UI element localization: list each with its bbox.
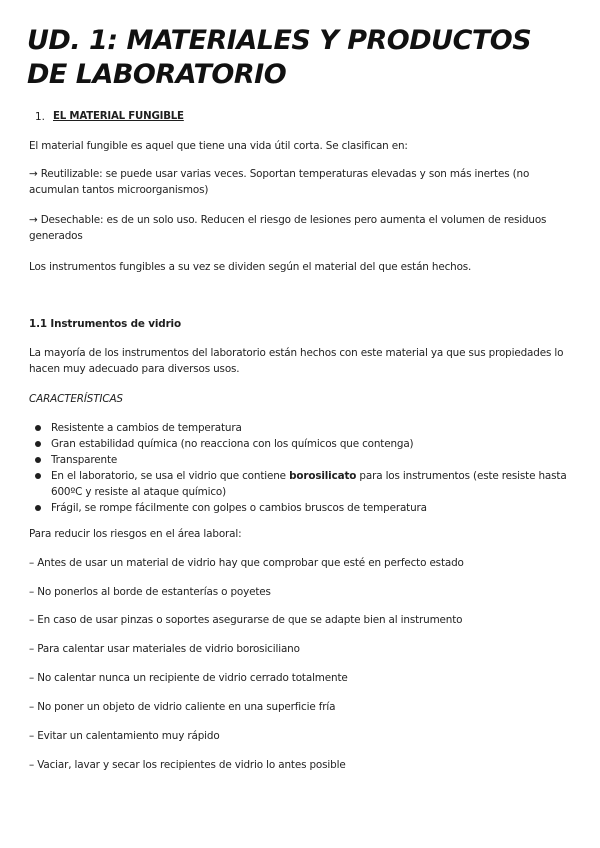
- bullet-item: Gran estabilidad química (no reacciona con los químicos que contenga): [51, 438, 414, 450]
- riesgo-item: – No ponerlos al borde de estanterías o poyetes: [29, 586, 271, 598]
- riesgos-intro: Para reducir los riesgos en el área laboral:: [29, 528, 242, 540]
- divide-paragraph: Los instrumentos fungibles a su vez se dividen según el material del que están hechos.: [29, 261, 472, 273]
- riesgo-item: – Evitar un calentamiento muy rápido: [29, 730, 220, 742]
- vidrio-paragraph: La mayoría de los instrumentos del laboratorio están hechos con este material ya que sus propiedades lo hacen muy adecuado para diversos usos.: [29, 347, 564, 375]
- bullet-dot: [35, 473, 41, 479]
- bullet-item: Frágil, se rompe fácilmente con golpes o cambios bruscos de temperatura: [51, 502, 427, 514]
- intro-paragraph: El material fungible es aquel que tiene una vida útil corta. Se clasifican en:: [29, 140, 408, 152]
- riesgo-item: – En caso de usar pinzas o soportes asegurarse de que se adapte bien al instrumento: [29, 614, 463, 626]
- subsection-heading: 1.1 Instrumentos de vidrio: [29, 318, 181, 330]
- riesgo-item: – Para calentar usar materiales de vidrio borosiciliano: [29, 643, 300, 655]
- bullet-dot: [35, 457, 41, 463]
- bullet-dot: [35, 425, 41, 431]
- riesgo-item: – No calentar nunca un recipiente de vidrio cerrado totalmente: [29, 672, 348, 684]
- bullet-item: [51, 468, 571, 500]
- riesgo-item: – Vaciar, lavar y secar los recipientes de vidrio lo antes posible: [29, 759, 346, 771]
- riesgo-item: – Antes de usar un material de vidrio hay que comprobar que esté en perfecto estado: [29, 557, 464, 569]
- bullet-dot: [35, 505, 41, 511]
- reutilizable-paragraph: → Reutilizable: se puede usar varias veces. Soportan temperaturas elevadas y son más inertes (no acumulan tantos microorganismos): [29, 168, 530, 196]
- section-number: 1.: [35, 111, 45, 123]
- caracteristicas-label: CARACTERÍSTICAS: [29, 393, 123, 405]
- bullet-dot: [35, 441, 41, 447]
- bullet-text: para los instrumentos (este resiste hasta 600ºC y resiste al ataque químico): [51, 470, 567, 498]
- bullet-item: Transparente: [51, 454, 118, 466]
- bullet-item: Resistente a cambios de temperatura: [51, 422, 242, 434]
- borosilicato-term: borosilicato: [289, 470, 357, 482]
- desechable-paragraph: → Desechable: es de un solo uso. Reducen el riesgo de lesiones pero aumenta el volumen de residuos generados: [29, 214, 547, 242]
- page-title: UD. 1: MATERIALES Y PRODUCTOS DE LABORATORIO: [27, 25, 532, 90]
- bullet-text: En el laboratorio, se usa el vidrio que contiene: [51, 470, 290, 482]
- riesgo-item: – No poner un objeto de vidrio caliente en una superficie fría: [29, 701, 336, 713]
- section-heading: EL MATERIAL FUNGIBLE: [53, 111, 184, 122]
